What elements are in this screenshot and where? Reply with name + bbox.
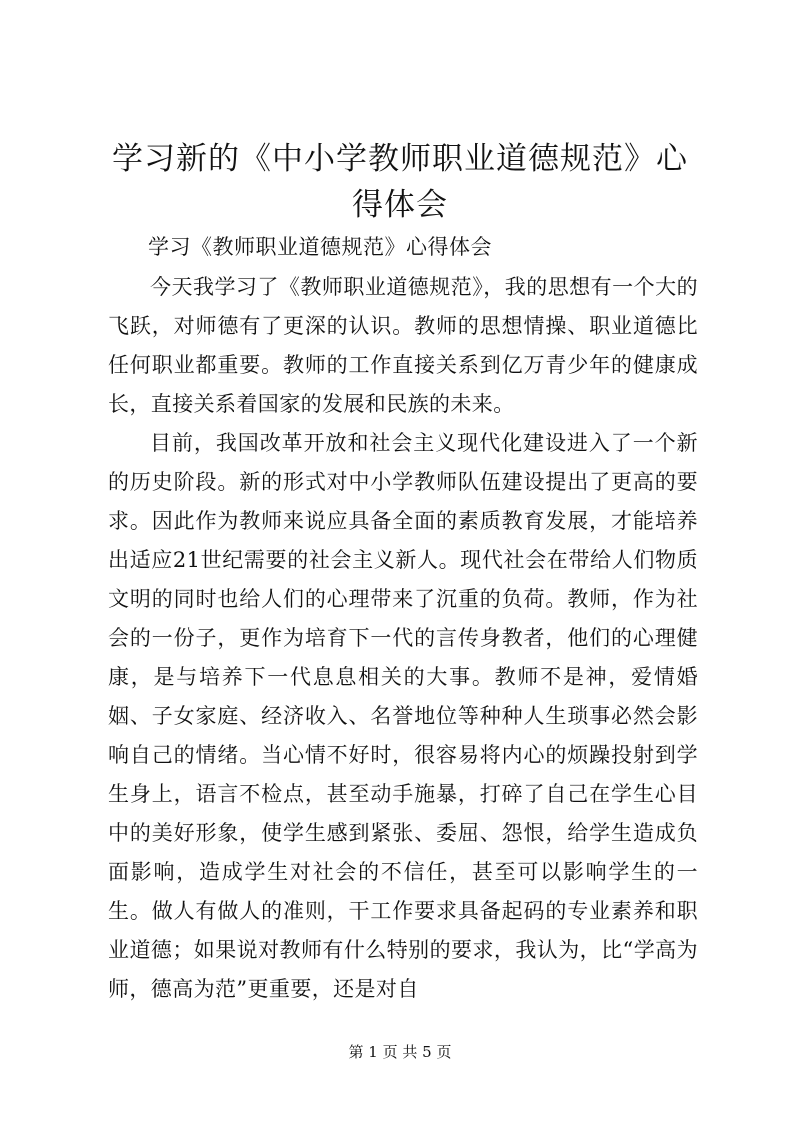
document-subtitle: 学习《教师职业道德规范》心得体会: [148, 235, 492, 259]
document-title: 学习新的《中小学教师职业道德规范》心得体会: [112, 141, 688, 223]
page-footer: 第 1 页 共 5 页: [348, 1043, 452, 1061]
paragraph-2: 目前，我国改革开放和社会主义现代化建设进入了一个新的历史阶段。新的形式对中小学教师队伍建设提出了更高的要求。因此作为教师来说应具备全面的素质教育发展，才能培养出适应21世纪需要的社会主义新人。现代社会在带给人们物质文明的同时也给人们的心理带来了沉重的负荷。教师，作为社会的一份子，更作为培育下一代的言传身教者，他们的心理健康，是与培养下一代息息相关的大事。教师不是神，爱情婚姻、子女家庭、经济收入、名誉地位等种种人生琐事必然会影响自己的情绪。当心情不好时，很容易将内心的烦躁投射到学生身上，语言不检点，甚至动手施暴，打碎了自己在学生心目中的美好形象，使学生感到紧张、委屈、怨恨，给学生造成负面影响，造成学生对社会的不信任，甚至可以影响学生的一生。做人有做人的准则，干工作要求具备起码的专业素养和职业道德；如果说对教师有什么特别的要求，我认为，比“学高为师，德高为范”更重要，还是对自: [108, 431, 698, 1001]
paragraph-1: 今天我学习了《教师职业道德规范》，我的思想有一个大的飞跃，对师德有了更深的认识。教师的思想情操、职业道德比任何职业都重要。教师的工作直接关系到亿万青少年的健康成长，直接关系着国家的发展和民族的未来。: [108, 275, 698, 416]
